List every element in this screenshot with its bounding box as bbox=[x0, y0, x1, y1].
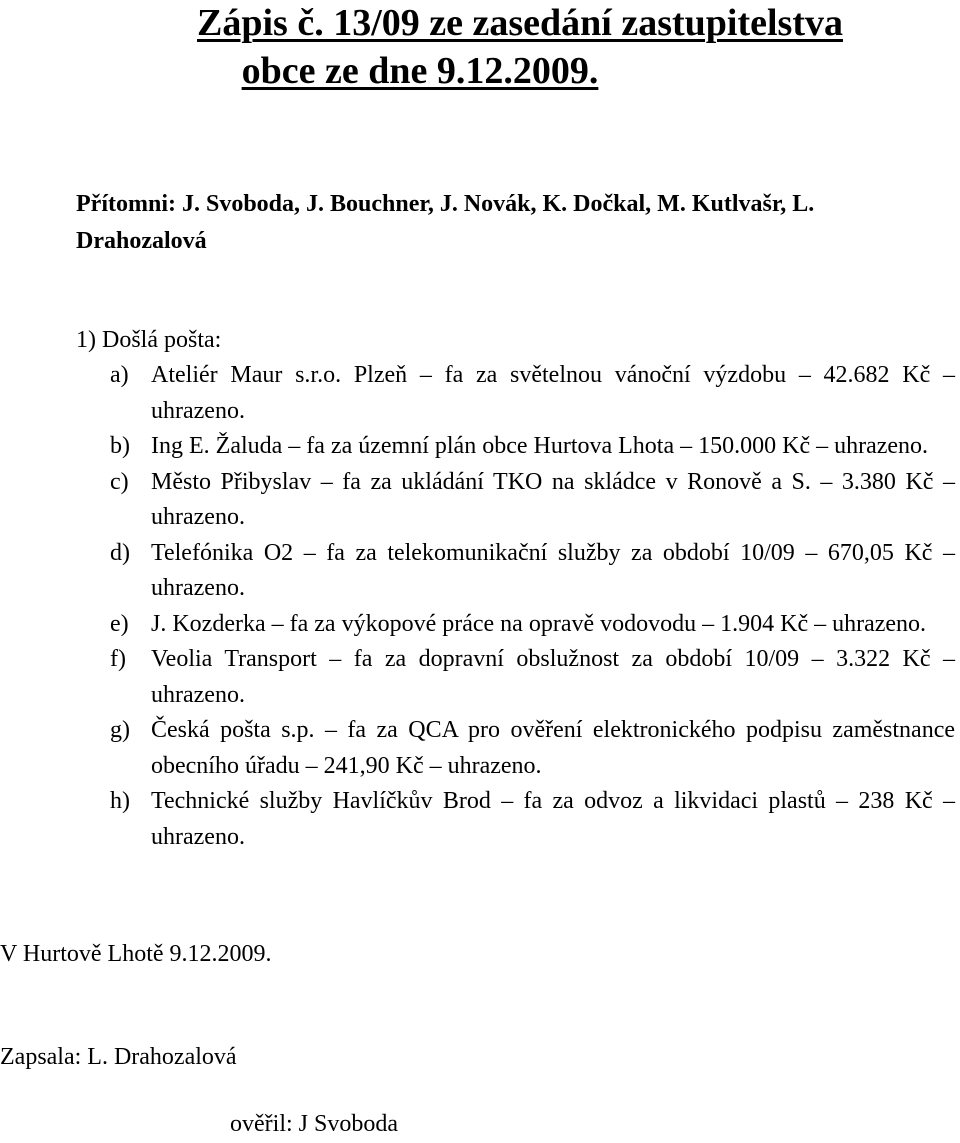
list-item-letter: g) bbox=[110, 717, 130, 743]
section-heading-incoming-mail: 1) Došlá pošta: bbox=[76, 327, 222, 353]
list-item-letter: c) bbox=[110, 468, 129, 495]
list-item-text: Technické služby Havlíčkův Brod – fa za odvoz a likvidaci plastů – 238 Kč – uhrazeno. bbox=[151, 788, 955, 850]
verified-by: ověřil: J Svoboda bbox=[230, 1111, 398, 1137]
list-item bbox=[110, 465, 955, 536]
list-item-text: J. Kozderka – fa za výkopové práce na opravě vodovodu – 1.904 Kč – uhrazeno. bbox=[151, 610, 927, 637]
list-item-text: Město Přibyslav – fa za ukládání TKO na skládce v Ronově a S. – 3.380 Kč – uhrazeno. bbox=[151, 468, 955, 530]
document-title-line1: Zápis č. 13/09 ze zasedání zastupitelstva bbox=[197, 2, 843, 44]
list-item-text: Ing E. Žaluda – fa za územní plán obce Hurtova Lhota – 150.000 Kč – uhrazeno. bbox=[151, 433, 929, 459]
list-item-letter: b) bbox=[110, 433, 130, 459]
list-item-text: Telefónika O2 – fa za telekomunikační služby za období 10/09 – 670,05 Kč – uhrazeno. bbox=[151, 539, 955, 601]
attendees-line: Přítomni: J. Svoboda, J. Bouchner, J. Novák, K. Dočkal, M. Kutlvašr, L. Drahozalová bbox=[76, 191, 815, 254]
incoming-mail-list bbox=[110, 358, 955, 855]
list-item bbox=[110, 642, 955, 713]
list-item-letter: e) bbox=[110, 610, 129, 637]
list-item-letter: d) bbox=[110, 539, 130, 566]
recorded-by: Zapsala: L. Drahozalová bbox=[0, 1044, 237, 1070]
list-item-letter: h) bbox=[110, 788, 130, 814]
list-item bbox=[110, 429, 955, 465]
list-item-text: Česká pošta s.p. – fa za QCA pro ověření elektronického podpisu zaměstnance obecního úřadu – 241,90 Kč – uhrazeno. bbox=[151, 717, 955, 779]
list-item bbox=[110, 784, 955, 855]
place-and-date: V Hurtově Lhotě 9.12.2009. bbox=[0, 941, 272, 967]
list-item bbox=[110, 713, 955, 784]
list-item bbox=[110, 607, 955, 643]
list-item-letter: f) bbox=[110, 646, 126, 672]
list-item-text: Ateliér Maur s.r.o. Plzeň – fa za světelnou vánoční výzdobu – 42.682 Kč – uhrazeno. bbox=[151, 362, 955, 424]
list-item bbox=[110, 358, 955, 429]
list-item-letter: a) bbox=[110, 362, 129, 388]
document-title-line2: obce ze dne 9.12.2009. bbox=[241, 50, 599, 92]
list-item-text: Veolia Transport – fa za dopravní obslužnost za období 10/09 – 3.322 Kč – uhrazeno. bbox=[151, 646, 955, 708]
list-item bbox=[110, 536, 955, 607]
